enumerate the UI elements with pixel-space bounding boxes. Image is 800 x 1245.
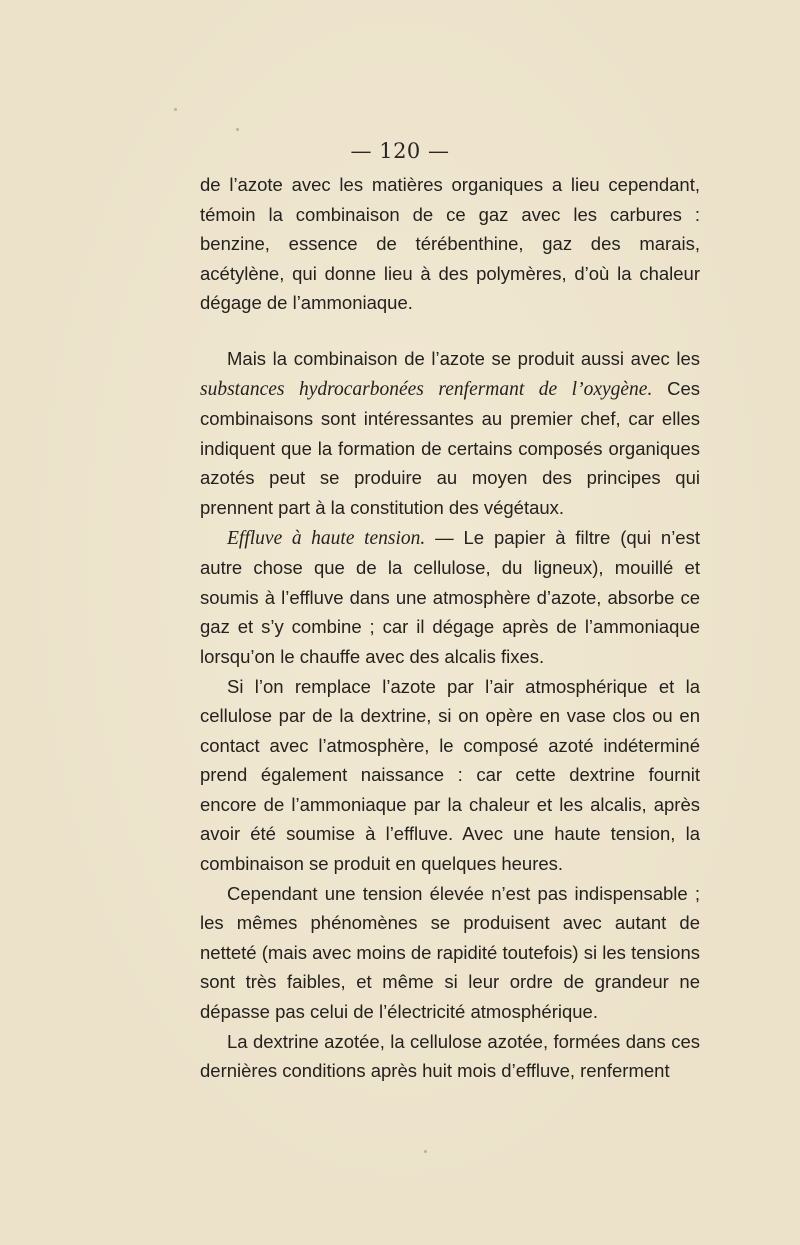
paragraph-continuation: de l’azote avec les matières organiques a lieu cependant, témoin la combinaison de ce gaz avec les carbures : benzine, essence de térébenthine, gaz des marais, acétylène, qui donne lieu à des polymères, d’où la chaleur dégage de l’ammoniaque. bbox=[200, 174, 700, 314]
body-text bbox=[200, 170, 700, 1086]
paragraph-dextrine: Si l’on remplace l’azote par l’air atmosphérique et la cellulose par de la dextrine, si on opère en vase clos ou en contact avec l’atmosphère, le composé azoté indéterminé prend également naissance : car cette dextrine fournit encore de l’ammoniaque par la chaleur et les alcalis, après avoir été soumise à l’effluve. Avec une haute tension, la combinaison se produit en quelques heures. bbox=[200, 675, 700, 875]
paragraph-tension: Cependant une tension élevée n’est pas indispensable ; les mêmes phénomènes se produisent avec autant de netteté (mais avec moins de rapidité toutefois) si les tensions sont très faibles, et même si leur ordre de grandeur ne dépasse pas celui de l’électricité atmosphérique. bbox=[200, 882, 700, 1023]
paragraph-oxygenated-substances bbox=[200, 344, 700, 523]
paragraph-effluve bbox=[200, 523, 700, 672]
paragraph-text: Ces combinaisons sont intéressantes au premier chef, car elles indiquent que la formation de certains composés organiques azotés peut se produire au moyen des principes qui prennent part à la constitution des végétaux. bbox=[200, 377, 700, 518]
paragraph-text: — Le papier à filtre (qui n’est autre chose que de la cellulose, du ligneux), mouillé et soumis à l’effluve dans une atmosphère d’azote, absorbe ce gaz et s’y combine ; car il dégage après de l’ammoniaque lorsqu’on le chauffe avec des alcalis fixes. bbox=[200, 526, 700, 667]
italic-emphasis: substances hydrocarbonées renfermant de l’oxygène. bbox=[200, 378, 653, 400]
section-heading-italic: Effluve à haute tension. bbox=[227, 527, 426, 549]
paragraph-text: Mais la combinaison de l’azote se produit aussi avec les bbox=[227, 347, 700, 369]
paper-speck bbox=[174, 108, 177, 111]
paragraph-final: La dextrine azotée, la cellulose azotée, formées dans ces dernières conditions après huit mois d’effluve, renferment bbox=[200, 1030, 700, 1082]
paper-speck bbox=[236, 128, 239, 131]
paper-speck bbox=[424, 1150, 427, 1153]
page-number: — 120 — bbox=[350, 139, 450, 163]
